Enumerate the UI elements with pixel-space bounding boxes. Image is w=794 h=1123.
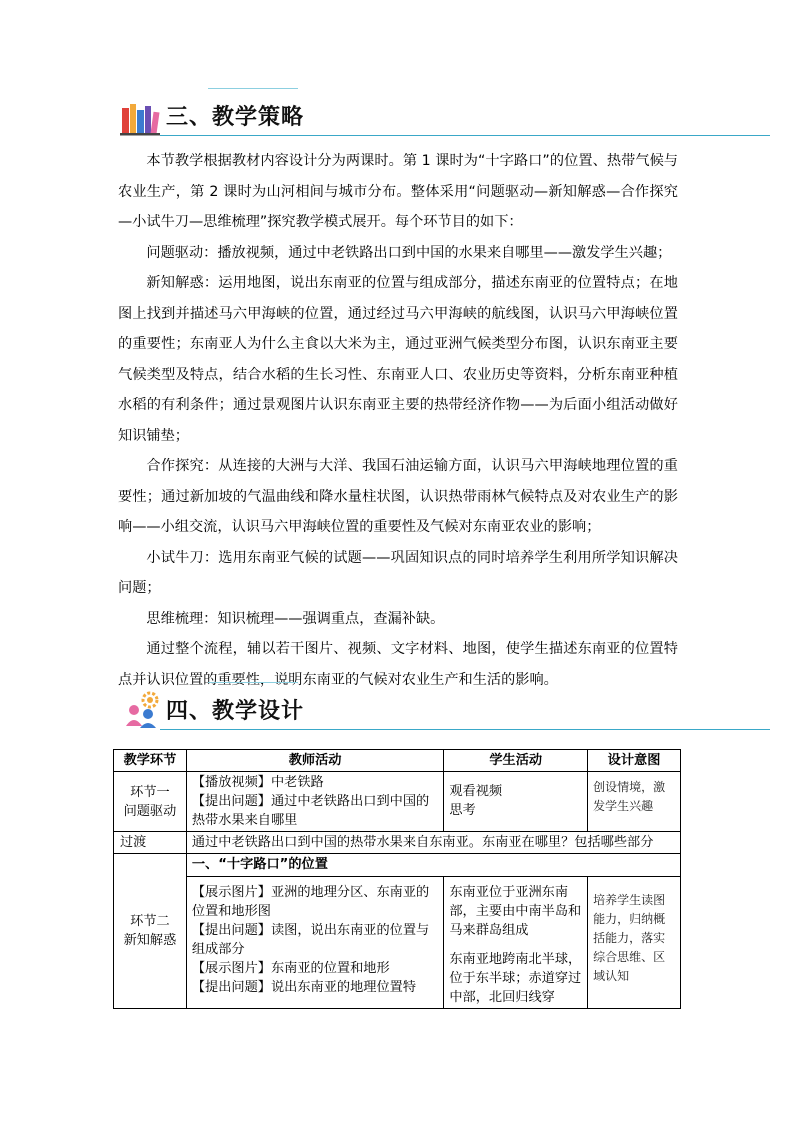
stage-cell	[114, 854, 187, 1009]
student-activity-cell	[444, 772, 588, 832]
stage-label: 环节二	[130, 914, 170, 929]
header-cell: 教师活动	[186, 750, 443, 772]
strategy-text	[118, 146, 678, 695]
header-cell: 教学环节	[114, 750, 187, 772]
header-rule	[160, 729, 770, 730]
people-gear-icon	[122, 690, 166, 730]
teacher-activity: 【提出问题】说出东南亚的地理位置特	[191, 980, 417, 995]
teacher-activity: 【展示图片】东南亚的位置和地形	[191, 961, 390, 976]
table-row	[114, 877, 681, 1009]
table-header-row	[114, 750, 681, 772]
student-activity: 东南亚地跨南北半球，位于东半球；赤道穿过中部，北回归线穿	[449, 952, 582, 1005]
section-header-design	[118, 690, 770, 730]
header-rule	[160, 135, 770, 136]
paragraph: 问题驱动：播放视频，通过中老铁路出口到中国的水果来自哪里——激发学生兴趣；	[146, 244, 672, 261]
paragraph: 思维梳理：知识梳理——强调重点，查漏补缺。	[146, 610, 445, 627]
teacher-activity: 【提出问题】读图，说出东南亚的位置与组成部分	[191, 923, 430, 957]
section-title: 四、教学设计	[166, 699, 305, 724]
design-intent-cell: 创设情境，激发学生兴趣	[588, 772, 681, 832]
student-activity-cell	[444, 877, 588, 1009]
section-header-strategy	[118, 96, 770, 136]
books-icon	[118, 96, 162, 136]
paragraph: 合作探究：从连接的大洲与大洋、我国石油运输方面，认识马六甲海峡地理位置的重要性；通过新加坡的气温曲线和降水量柱状图，认识热带雨林气候特点及对农业生产的影响——小组交流，认识马六甲海峡位置的重要性及气候对东南亚农业的影响；	[118, 458, 678, 535]
header-decor-line	[208, 682, 298, 683]
table-row	[114, 772, 681, 832]
teacher-activity-cell	[186, 772, 443, 832]
paragraph: 通过整个流程，辅以若干图片、视频、文字材料、地图，使学生描述东南亚的位置特点并认识位置的重要性，说明东南亚的气候对农业生产和生活的影响。	[118, 641, 678, 688]
stage-label: 环节一	[130, 784, 170, 800]
paragraph: 小试牛刀：选用东南亚气候的试题——巩固知识点的同时培养学生利用所学知识解决问题；	[118, 549, 678, 596]
student-activity: 观看视频	[449, 784, 503, 799]
section-title: 三、教学策略	[166, 105, 305, 130]
transition-text: 通过中老铁路出口到中国的热带水果来自东南亚。东南亚在哪里？包括哪些部分	[186, 832, 680, 854]
teacher-activity: 【提出问题】通过中老铁路出口到中国的热带水果来自哪里	[191, 794, 430, 828]
teacher-activity: 【播放视频】中老铁路	[191, 775, 324, 790]
stage-label: 问题驱动	[123, 803, 177, 819]
header-decor-line	[208, 88, 298, 89]
subsection-title: 一、“十字路口”的位置	[186, 854, 680, 877]
teacher-activity-cell	[186, 877, 443, 1009]
teacher-activity: 【展示图片】亚洲的地理分区、东南亚的位置和地形图	[191, 885, 430, 919]
header-cell: 学生活动	[444, 750, 588, 772]
design-intent-cell: 培养学生读图能力，归纳概括能力，落实综合思维、区域认知	[588, 877, 681, 1009]
stage-cell	[114, 772, 187, 832]
header-cell: 设计意图	[588, 750, 681, 772]
teaching-design-table	[113, 749, 681, 1009]
table-row	[114, 832, 681, 854]
paragraph: 新知解惑：运用地图，说出东南亚的位置与组成部分，描述东南亚的位置特点；在地图上找到并描述马六甲海峡的位置，通过经过马六甲海峡的航线图，认识马六甲海峡位置的重要性；东南亚人为什么主食以大米为主，通过亚洲气候类型分布图，认识东南亚主要气候类型及特点，结合水稻的生长习性、东南亚人口、农业历史等资料，分析东南亚种植水稻的有利条件；通过景观图片认识东南亚主要的热带经济作物——为后面小组活动做好知识铺垫；	[118, 275, 678, 444]
stage-label: 新知解惑	[123, 933, 177, 948]
table-row	[114, 854, 681, 877]
student-activity: 思考	[449, 803, 476, 818]
paragraph: 本节教学根据教材内容设计分为两课时。第 1 课时为“十字路口”的位置、热带气候与农业生产，第 2 课时为山河相间与城市分布。整体采用“问题驱动—新知解惑—合作探究—小试牛刀—思维梳理”探究教学模式展开。每个环节目的如下：	[118, 153, 678, 230]
student-activity: 东南亚位于亚洲东南部，主要由中南半岛和马来群岛组成	[449, 885, 582, 938]
stage-cell: 过渡	[114, 832, 187, 854]
